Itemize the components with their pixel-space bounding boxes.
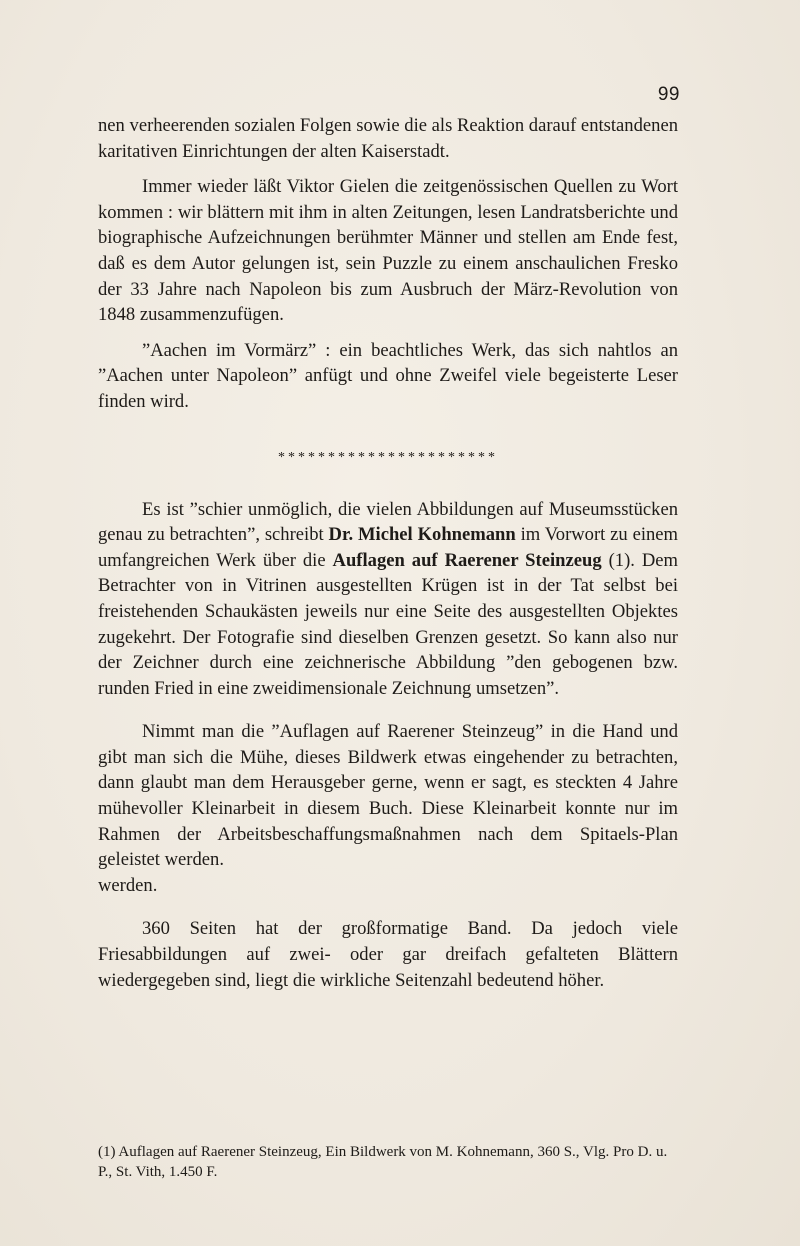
asterisk-separator: ********************** [278,449,498,465]
work-title: Auflagen auf Raerener Steinzeug [332,549,602,571]
paragraph-3: ”Aachen im Vormärz” : ein beachtliches Werk, das sich nahtlos an ”Aachen unter Napoleon” anfügt und ohne Zweifel viele begeisterte Leser finden wird. [98,339,678,412]
paragraph-6: 360 Seiten hat der großformatige Band. Da jedoch viele Friesabbildungen auf zwei- oder gar dreifach gefalteten Blättern wiedergegeben sind, liegt die wirkliche Seitenzahl bedeutend höher. [98,918,678,991]
paragraph-2: Immer wieder läßt Viktor Gielen die zeitgenössischen Quellen zu Wort kommen : wir blättern mit ihm in alten Zeitungen, lesen Landratsberichte und biographische Aufzeichnungen berühmter Männer und stellen am Ende fest, daß es dem Autor gelungen ist, sein Puzzle zu einem anschaulichen Fresko der 33 Jahre nach Napoleon bis zum Ausbruch der März-Revolution von 1848 zusammenzufügen. [98,176,678,326]
paragraph-5: Nimmt man die ”Auflagen auf Raerener Steinzeug” in die Hand und gibt man sich die Mühe, dieses Bildwerk etwas eingehender zu betrachten, dann glaubt man dem Herausgeber gerne, wenn er sagt, es steckten 4 Jahre mühevoller Kleinarbeit in diesem Buch. Diese Kleinarbeit konnte nur im Rahmen der Arbeitsbeschaffungsmaßnahmen nach dem Spitaels-Plan geleistet werden. [98,721,678,871]
author-name: Dr. Michel Kohnemann [328,524,516,546]
paragraph-4 [98,497,678,702]
footnote: (1) Auflagen auf Raerener Steinzeug, Ein Bildwerk von M. Kohnemann, 360 S., Vlg. Pro D. u. P., St. Vith, 1.450 F. [98,1144,668,1180]
body-text [98,113,678,993]
paragraph-4-text-b: im Vorwort zu einem umfangreichen Werk über die [98,524,679,571]
paragraph-1: nen verheerenden sozialen Folgen sowie die als Reaktion darauf entstandenen karitativen Einrichtungen der alten Kaiserstadt. [98,115,678,162]
page-number: 99 [657,84,680,105]
paragraph-4-text-a: Es ist ”schier unmöglich, die vielen Abbildungen auf Museumsstücken genau zu betrachten”, schreibt [98,498,678,546]
paragraph-4-text-c: (1). Dem Betrachter von in Vitrinen ausgestellten Krügen ist in der Tat selbst bei freistehenden Schaukästen jeweils nur eine Seite des ausgestellten Objektes zugekehrt. Der Fotografie sind dieselben Grenzen gesetzt. So kann also nur der Zeichner durch eine zeichnerische Abbildung ”den gebogenen bzw. runden Fried in eine zweidimensionale Zeichnung umsetzen”. [98,549,678,699]
paragraph-5-overflow: werden. [98,874,158,896]
